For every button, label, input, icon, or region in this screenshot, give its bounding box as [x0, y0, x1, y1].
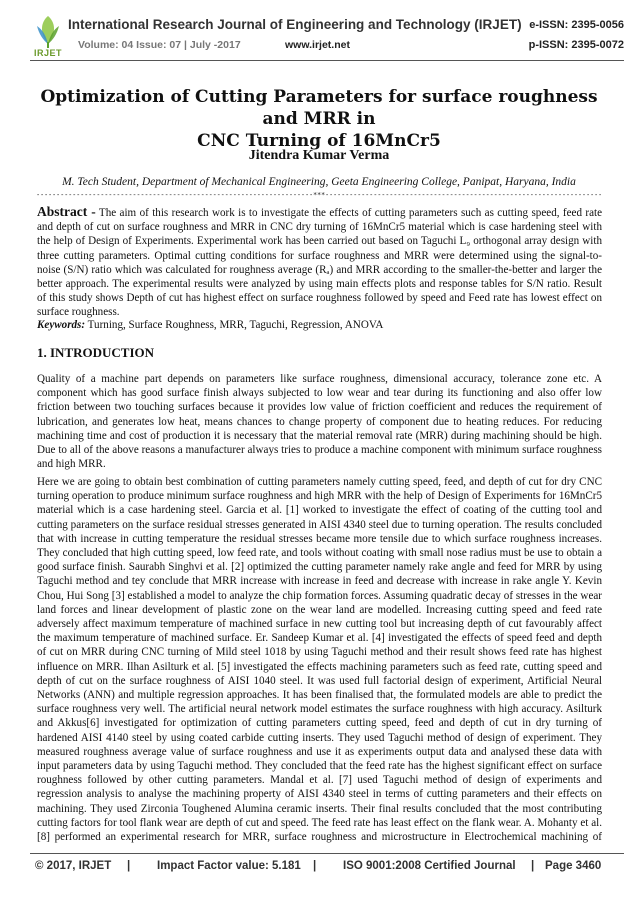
journal-name: International Research Journal of Engineering and Technology (IRJET)	[68, 17, 522, 32]
title-line-2: CNC Turning of 16MnCr5	[197, 131, 441, 151]
header-rule	[30, 60, 624, 61]
abstract-text: The aim of this research work is to investigate the effects of cutting parameters such as cutting speed, feed rate and depth of cut on surface roughness and MRR in CNC dry turning of 16MnCr5 material which is case hardening steel with the help of Design of Experiments. Experimental work has been carried out based on Taguchi L₉ orthogonal array design with three cutting parameters. Optimal cutting conditions for surface roughness and MRR were determined using the signal-to-noise (S/N) ratio which was calculated for roughness average (Rₐ) and MRR according to the smaller-the-better and larger the better approach. The experimental results were analyzed by using main effects plots and response tables for S/N ratio. Result of this study shows Depth of cut has highest effect on surface roughness followed by speed and Feed rate has lowest effect on surface roughness.	[37, 207, 603, 319]
footer-separator: |	[127, 860, 131, 872]
paper-title	[40, 86, 598, 152]
footer-iso: ISO 9001:2008 Certified Journal	[343, 860, 516, 872]
keywords	[37, 318, 602, 332]
volume-issue: Volume: 04 Issue: 07 | July -2017	[78, 39, 241, 51]
section-divider: ---------------------------------------------------------------------***---------------------------------------------------------------------	[35, 191, 603, 199]
keywords-text: Turning, Surface Roughness, MRR, Taguchi, Regression, ANOVA	[85, 319, 384, 331]
website-link[interactable]: www.irjet.net	[285, 39, 350, 51]
footer-separator: |	[531, 860, 535, 872]
intro-paragraph-2: Here we are going to obtain best combination of cutting parameters namely cutting speed, feed, and depth of cut for dry CNC turning operation to produce minimum surface roughness and high MRR with the help of Design of Experiments for 16MnCr5 material which is a case hardening steel. Garcia et al. [1] worked to investigate the effect of coating of the cutting tool and cutting parameters on the surface residual stresses generated in AISI 4340 steel due to turning operation. The results concluded that with increase in cutting temperature the residual stresses became more tensile due to which surface roughness increases. They concluded that high cutting speed, low feed rate, and tools without coating with small nose radius must be use to obtain a good surface finish. Saurabh Singhvi et al. [2] optimized the cutting parameter namely rake angle and feed for MRR by using Taguchi method and tey conclude that MRR increase with increase in feed and decrease with increase in rake angle Y. Kevin Chou, Hui Song [3] established a model to analyze the chip formation forces. Assuming quadratic decay of stresses in the wear land forces and linear development of plastic zone on the wear land are modelled. Increasing cutting speed and feed rate adversely affect maximum temperature of machined surface in new cutting tool but increasing depth of cut favourably affect the maximum temperature of machined surface. Er. Sandeep Kumar et al. [4] investigated the effects of speed feed and depth of cut on MRR during CNC turning of Mild steel 1018 by using Taguchi method and their result shows feed rate has highest influence on MRR. Ilhan Asilturk et al. [5] investigated the effects machining parameters such as feed rate, cutting speed and depth of cut on the surface roughness of AISI 1040 steel. It was used full factorial design of experiment, Artificial Neural Networks (ANN) and multiple regression approaches. It has been finalised that, the formulated models are able to predict the surface roughness very well. The artificial neural network model estimates the surface roughness with high accuracy. Asilturk and Akkus[6] investigated for optimization of cutting parameters cutting speed, feed and depth of cut in dry turning of hardened AISI 4140 steel by using coated carbide cutting inserts. They used Taguchi method of design of experiment. They measured roughness average value of surface roughness and use it as experiments output data and analysed these data with input parameters data by using Taguchi method. They concluded that the feed rate has the highest significant effect on surface roughness followed by other cutting parameters. Mandal et al. [7] used Taguchi method of design of experiments and regression analysis to analyse the machining property of AISI 4340 steel in terms of cutting parameters and their effects on machining. They used Zirconia Toughened Alumina ceramic inserts. Their final results concluded that the most contributing cutting factors for tool flank wear are depth of cut and speed. The feed rate has least effect on the flank wear. A. Mohanty et al. [8] performed an experimental research for MRR, surface roughness and microstructure in Electrochemical machining of	[37, 476, 602, 844]
author-affiliation: M. Tech Student, Department of Mechanical Engineering, Geeta Engineering College, Panipat, Haryana, India	[62, 176, 576, 188]
keywords-label: Keywords:	[37, 319, 86, 331]
intro-paragraph-1: Quality of a machine part depends on parameters like surface roughness, dimensional accuracy, tolerance zone etc. A component which has good surface finish always subjected to low wear and tear during its functioning and also offer low friction between two touching surfaces because it provides low value of friction coefficient and reduces the requirement of lubrication, and generates low heat, means chances to change property of component due to heating reduces. For reducing machining time and cost of production it is necessary that the material removal rate (MRR) during machining should be high. Due to all of the above reasons a manufacturer always tries to produce a machine component with minimum surface roughness and high MRR.	[37, 373, 602, 471]
section-heading-introduction: 1. INTRODUCTION	[37, 345, 155, 360]
footer-copyright: © 2017, IRJET	[35, 860, 112, 872]
footer-rule	[30, 853, 624, 854]
abstract-label: Abstract -	[37, 204, 96, 219]
e-issn: e-ISSN: 2395-0056	[529, 19, 624, 31]
footer-page-number: Page 3460	[545, 860, 602, 872]
author-name: Jitendra Kumar Verma	[248, 148, 390, 163]
page-header	[0, 0, 638, 68]
p-issn: p-ISSN: 2395-0072	[528, 39, 624, 51]
title-line-1: Optimization of Cutting Parameters for surface roughness and MRR in	[40, 87, 598, 129]
footer-impact-factor: Impact Factor value: 5.181	[157, 860, 301, 872]
abstract	[37, 205, 602, 320]
logo-wordmark: IRJET	[34, 48, 63, 58]
footer-separator: |	[313, 860, 317, 872]
